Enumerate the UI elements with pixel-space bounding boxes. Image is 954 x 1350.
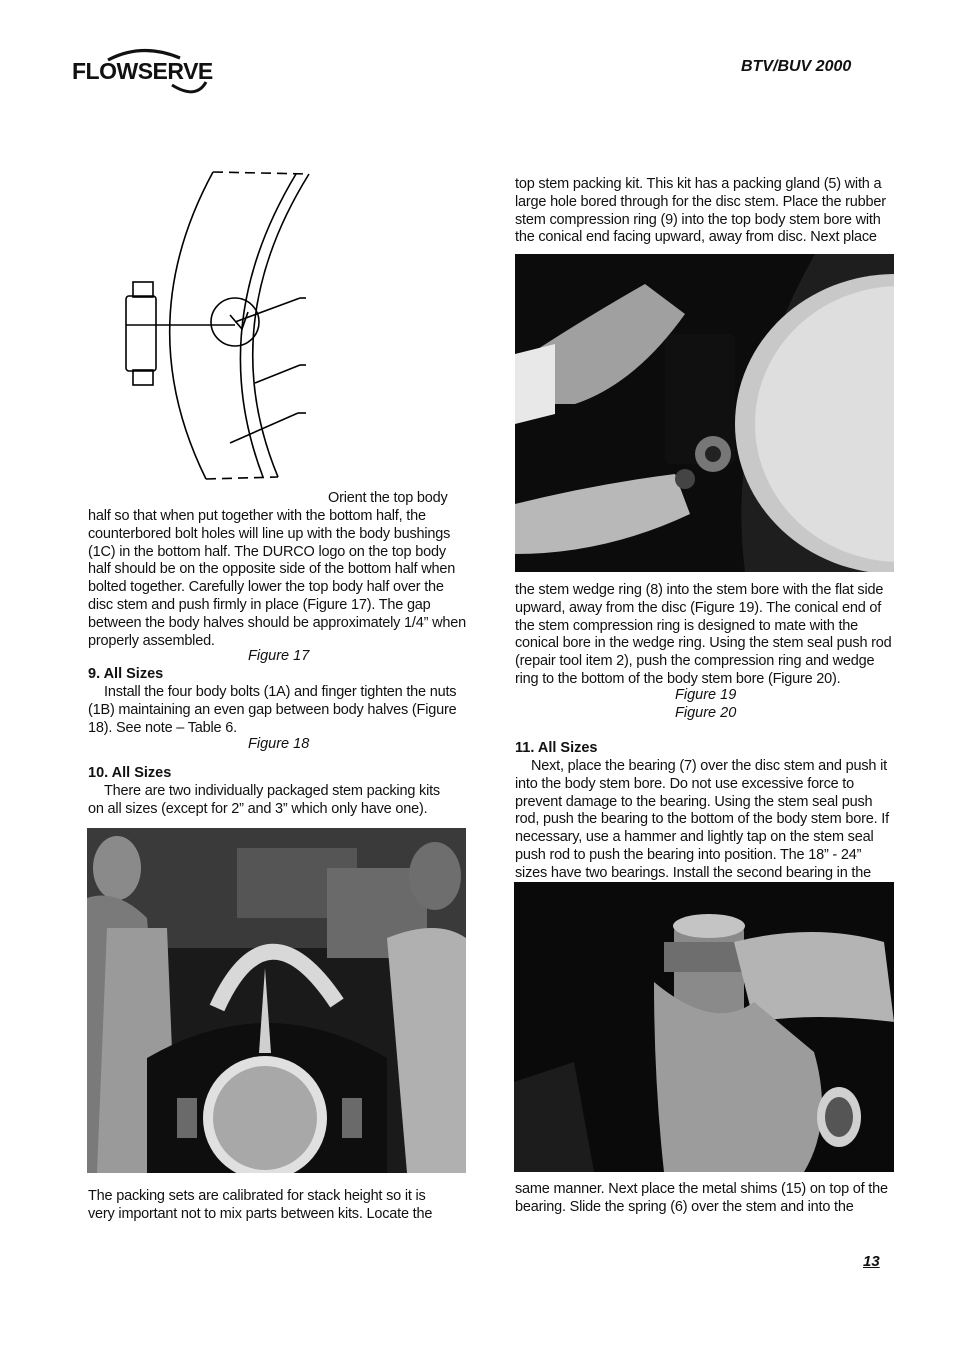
flowserve-logo xyxy=(72,44,217,96)
logo-text: FLOWSERVE xyxy=(72,58,213,84)
figure-19-caption: Figure 19 xyxy=(675,687,737,703)
step-9-body: Install the four body bolts (1A) and finger tighten the nuts (1B) maintaining an even gap between body halves (Figure 18). See note – Table 6. xyxy=(88,684,457,736)
step-9-heading: 9. All Sizes xyxy=(88,666,164,682)
body-half-diagram xyxy=(110,165,320,485)
workshop-photo-icon xyxy=(87,828,466,1173)
step-10-heading: 10. All Sizes xyxy=(88,765,172,781)
top-stem-paragraph: top stem packing kit. This kit has a packing gland (5) with a large hole bored through for the disc stem. Place the rubber stem compression ring (9) into the top body stem bore with the conical end facing upward, away from disc. Next place xyxy=(515,176,886,246)
orient-paragraph: half so that when put together with the bottom half, the counterbored bolt holes will line up with the body bushings (1C) in the bottom half. The DURCO logo on the top body half should be on the opposite side of the bottom half when bolted together. Carefully lower the top body half over the disc stem and push firmly in place (Figure 17). The gap between the body halves should be approximately 1/4” when properly assembled. xyxy=(88,508,466,649)
packing-paragraph: The packing sets are calibrated for stack height so it is very important not to mix parts between kits. Locate the xyxy=(88,1188,433,1222)
photo-stem-wedge-ring xyxy=(515,254,894,572)
photo-bearing-install xyxy=(514,882,894,1172)
bearing-photo-icon xyxy=(514,882,894,1172)
shims-paragraph: same manner. Next place the metal shims (15) on top of the bearing. Slide the spring (6) over the stem and into the xyxy=(515,1181,888,1215)
body-half-cross-section-icon xyxy=(110,165,320,485)
stem-bore-photo-icon xyxy=(515,254,894,572)
step-11-body: Next, place the bearing (7) over the disc stem and push it into the body stem bore. Do not use excessive force to prevent damage to the bearing. Using the stem seal push rod, push the bearing to the bottom of the body stem bore. If necessary, use a hammer and lightly tap on the stem seal push rod to push the bearing into position. The 18” - 24” sizes have two bearings. Install the second bearing in the xyxy=(515,758,889,881)
figure-18-caption: Figure 18 xyxy=(248,736,310,752)
step-11-heading: 11. All Sizes xyxy=(515,740,598,756)
page-number: 13 xyxy=(863,1253,880,1270)
step-10-body: There are two individually packaged stem packing kits on all sizes (except for 2” and 3” which only have one). xyxy=(88,783,440,817)
step-9-text xyxy=(88,684,468,737)
orient-paragraph-lead: Orient the top body xyxy=(328,490,448,506)
figure-17-caption: Figure 17 xyxy=(248,648,310,664)
figure-20-caption: Figure 20 xyxy=(675,705,737,721)
photo-body-bolting xyxy=(87,828,466,1173)
step-11-text xyxy=(515,758,895,883)
step-10-text xyxy=(88,783,448,819)
document-id: BTV/BUV 2000 xyxy=(741,58,852,75)
wedge-ring-paragraph: the stem wedge ring (8) into the stem bore with the flat side upward, away from the disc (Figure 19). The conical end of the stem compression ring is designed to mate with the conical bore in the wedge ring. Using the stem seal push rod (repair tool item 2), push the compression ring and wedge ring to the bottom of the body stem bore (Figure 20). xyxy=(515,582,892,687)
